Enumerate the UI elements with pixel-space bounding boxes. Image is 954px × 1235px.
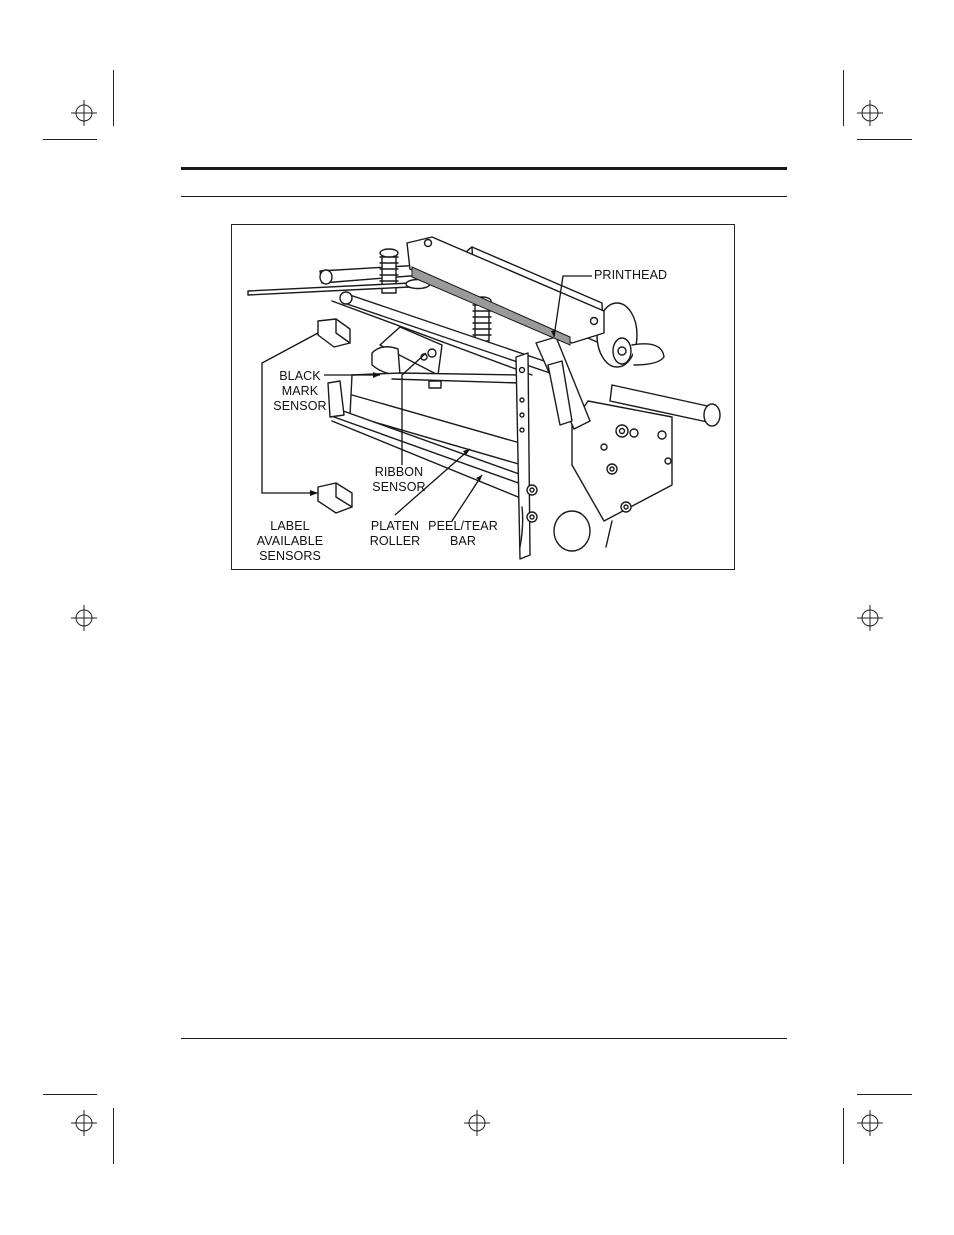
crop-mark <box>113 1108 114 1164</box>
registration-mark-icon <box>71 100 97 126</box>
registration-mark-icon <box>71 1110 97 1136</box>
header-rule-thin <box>181 196 787 197</box>
crop-mark <box>43 1094 97 1095</box>
registration-mark-icon <box>857 605 883 631</box>
callout-line: SENSORS <box>259 549 321 563</box>
registration-mark-icon <box>857 100 883 126</box>
callout-line: LABEL <box>270 519 310 533</box>
callout-printhead <box>594 268 667 283</box>
callout-line: PEEL/TEAR <box>428 519 498 533</box>
callout-line: AVAILABLE <box>256 534 324 548</box>
callout-label-available-sensors <box>250 519 330 564</box>
callout-ribbon-sensor <box>368 465 430 495</box>
footer-rule <box>181 1038 787 1039</box>
callout-line: SENSOR <box>273 399 327 413</box>
callout-line: PLATEN <box>370 519 420 533</box>
crop-mark <box>43 139 97 140</box>
callout-line: PRINTHEAD <box>594 268 668 282</box>
crop-mark <box>113 70 114 126</box>
crop-mark <box>843 70 844 126</box>
crop-mark <box>843 1108 844 1164</box>
callout-line: ROLLER <box>369 534 421 548</box>
registration-mark-icon <box>464 1110 490 1136</box>
callout-platen-roller <box>364 519 426 549</box>
registration-mark-icon <box>71 605 97 631</box>
crop-mark <box>857 139 912 140</box>
callout-line: BAR <box>449 534 476 548</box>
crop-mark <box>857 1094 912 1095</box>
callout-line: RIBBON <box>374 465 424 479</box>
callout-peel-tear-bar <box>428 519 498 549</box>
header-rule-thick <box>181 167 787 170</box>
callout-line: BLACK <box>279 369 321 383</box>
callout-line: SENSOR <box>372 480 426 494</box>
callout-line: MARK <box>281 384 319 398</box>
callout-black-mark-sensor <box>268 369 332 414</box>
printer-mechanism-figure <box>231 224 735 570</box>
registration-mark-icon <box>857 1110 883 1136</box>
